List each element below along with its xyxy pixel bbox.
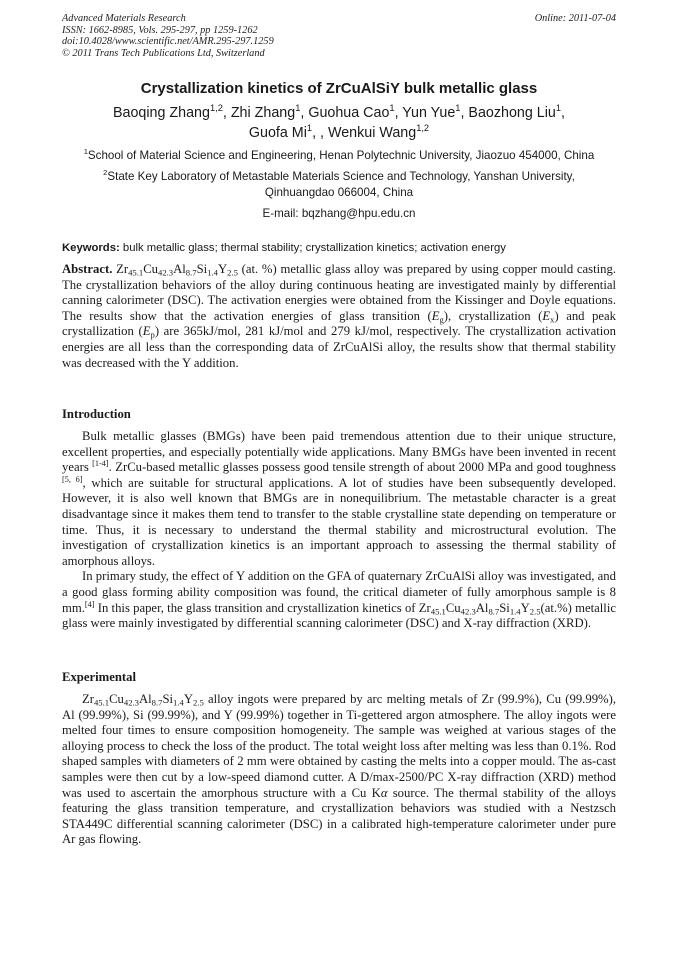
affiliation-text: School of Material Science and Engineering, Henan Polytechnic University, Jiaozuo 454000, China <box>87 149 595 162</box>
alloy-formula: $Zr_{45.1}Cu_{42.3}Al_{8.7}Si_{1.4}Y_{2.5}$ <box>116 262 238 278</box>
introduction-heading: Introduction <box>62 407 131 421</box>
author-separator: , <box>460 105 469 121</box>
author-name: Guofa Mi <box>248 125 307 141</box>
author-separator: , <box>394 105 403 121</box>
experimental-section <box>62 692 616 848</box>
author-affiliation-mark: 1 <box>389 103 395 114</box>
author-name: Baozhong Liu <box>468 105 556 121</box>
citation[interactable]: [1-4] <box>92 458 109 468</box>
author-name: Wenkui Wang <box>327 125 417 141</box>
affiliation-1 <box>62 148 616 164</box>
affiliation-2 <box>62 169 616 201</box>
citation[interactable]: [5, 6] <box>62 474 83 484</box>
author-affiliation-mark: 1 <box>455 103 461 114</box>
online-date: Online: 2011-07-04 <box>534 13 616 24</box>
affiliation-text: State Key Laboratory of Metastable Materials Science and Technology, Yanshan University, Qinhuangdao 066004, China <box>107 170 575 199</box>
keywords-text: bulk metallic glass; thermal stability; crystallization kinetics; activation energy <box>122 242 506 254</box>
paragraph: $Zr_{45.1}Cu_{42.3}Al_{8.7}Si_{1.4}Y_{2.5}$ alloy ingots were prepared by arc melting metals of Zr (99.9%), Cu (99.99%), Al (99.99%), Si (99.99%), and Y (99.99%) together in Ti-gettered argon atmosphere. The alloy ingots were melted four times to ensure composition homogeneity. The sample was weighed at various stages of the alloying process to check the loss of the product. The total weight loss after melting was less than 0.1%. Rod shaped samples with diameters of 2 mm were obtained by casting the melts into a copper mould. The as-cast samples were then cut by a low-speed diamond cutter. A D/max-2500/PC X-ray diffraction (XRD) method was used to ascertain the amorphous structure with a Cu Kα source. The thermal stability of the alloys featuring the glass transition temperature, and crystallization behaviors was studied with a Nestzsch STA449C differential scanning calorimeter (DSC) in a calibrated high-temperature calorimeter under pure Ar gas flowing. <box>62 692 616 847</box>
author-name: Guohua Cao <box>308 105 390 121</box>
author-affiliation-mark: 1 <box>306 123 313 134</box>
introduction-section <box>62 429 616 632</box>
author-separator: , <box>561 105 566 121</box>
copyright-line: © 2011 Trans Tech Publications Ltd, Switzerland <box>62 48 265 60</box>
journal-name: Advanced Materials Research <box>62 13 186 24</box>
author-name: Baoqing Zhang <box>112 105 210 121</box>
abstract-text: ), crystallization ( <box>443 308 543 323</box>
keywords-label: Keywords: <box>62 242 120 254</box>
alloy-formula: $Zr_{45.1}Cu_{42.3}Al_{8.7}Si_{1.4}Y_{2.5}$ <box>418 600 541 617</box>
author-affiliation-mark: 1 <box>295 103 301 114</box>
paragraph: In primary study, the effect of Y addition on the GFA of quaternary ZrCuAlSi alloy was investigated, and a good glass forming ability composition was found, the critical diameter of fully amorphous sample is 8 mm.[4] In this paper, the glass transition and crystallization kinetics of $Zr_{45.1}Cu_{42.3}Al_{8.7}Si_{1.4}Y_{2.5}(at.\%)$ metallic glass were mainly investigated by differential scanning calorimeter (DSC) and X-ray diffraction (XRD). <box>62 569 616 631</box>
author-affiliation-mark: 1,2 <box>416 123 430 134</box>
author-name: Zhi Zhang <box>230 105 296 121</box>
author-separator: , <box>300 105 309 121</box>
keywords <box>62 240 616 256</box>
contact-email: E-mail: bqzhang@hpu.edu.cn <box>262 207 416 220</box>
alloy-formula: $Zr_{45.1}Cu_{42.3}Al_{8.7}Si_{1.4}Y_{2.5}$ <box>82 692 204 708</box>
affiliation-mark: 2 <box>103 168 108 178</box>
author-affiliation-mark: 1 <box>555 103 562 114</box>
abstract-label: Abstract. <box>62 262 113 276</box>
author-list <box>62 103 616 143</box>
abstract-text: ) and peak crystallization ( <box>62 308 617 339</box>
doi-line: doi:10.4028/www.scientific.net/AMR.295-297.1259 <box>62 36 274 48</box>
experimental-heading: Experimental <box>62 670 137 684</box>
author-separator: , <box>222 105 231 121</box>
journal-header <box>62 13 616 60</box>
abstract-section: Abstract. $Zr_{45.1}Cu_{42.3}Al_{8.7}Si_{1.4}Y_{2.5}$ (at. %) metallic glass alloy was prepared by using copper mould casting. The crystallization behaviors of the alloy during continuous heating are investigated mainly by differential canning calorimeter (DSC). The activation energies were obtained from the Kissinger and Doyle equations. The results show that the activation energies of glass transition $(E_g)$, crystallization $(E_x)$ and peak crystallization $(E_p)$ are 365kJ/mol, 281 kJ/mol and 279 kJ/mol, respectively. The crystallization activation energies are all less than the corresponding data of ZrCuAlSi alloy, the results show that thermal stability was decreased with the Y addition. <box>62 262 617 370</box>
author-separator: , , <box>312 125 328 141</box>
affiliation-mark: 1 <box>83 147 88 157</box>
paragraph: Bulk metallic glasses (BMGs) have been paid tremendous attention due to their unique structure, excellent properties, and especially potentially wide applications. Many BMGs have been invented in recent years [1-4]. ZrCu-based metallic glasses possess good tensile strength of about 2000 MPa and good toughness [5, 6], which are suitable for structural applications. A lot of studies have been subsequently developed. However, it is also well known that BMGs are in nonequilibrium. The metastable character is a great disadvantage since it makes them tend to transfer to the stable crystalline state depending on temperature or time. Thus, it is necessary to understand the thermal stability and microstructural evolution. The investigation of crystallization kinetics is an important approach to assessing the thermal stability of amorphous alloys. <box>62 429 616 568</box>
author-affiliation-mark: 1,2 <box>209 103 223 114</box>
abstract-text: ) are 365kJ/mol, 281 kJ/mol and 279 kJ/mol, respectively. The crystallization activation energies are all less than the corresponding data of ZrCuAlSi alloy, the results show that thermal stability was decreased with the Y addition. <box>62 324 616 370</box>
author-name: Yun Yue <box>402 105 456 121</box>
paper-title: Crystallization kinetics of ZrCuAlSiY bulk metallic glass <box>140 80 538 97</box>
issn-line: ISSN: 1662-8985, Vols. 295-297, pp 1259-1262 <box>62 24 258 36</box>
citation[interactable]: [4] <box>84 599 95 609</box>
abstract-text: (at. %) metallic glass alloy was prepared by using copper mould casting. The crystallization behaviors of the alloy during continuous heating are investigated mainly by differential canning calorimeter (DSC). The activation energies were obtained from the Kissinger and Doyle equations. The results show that the activation energies of glass transition ( <box>62 262 616 323</box>
